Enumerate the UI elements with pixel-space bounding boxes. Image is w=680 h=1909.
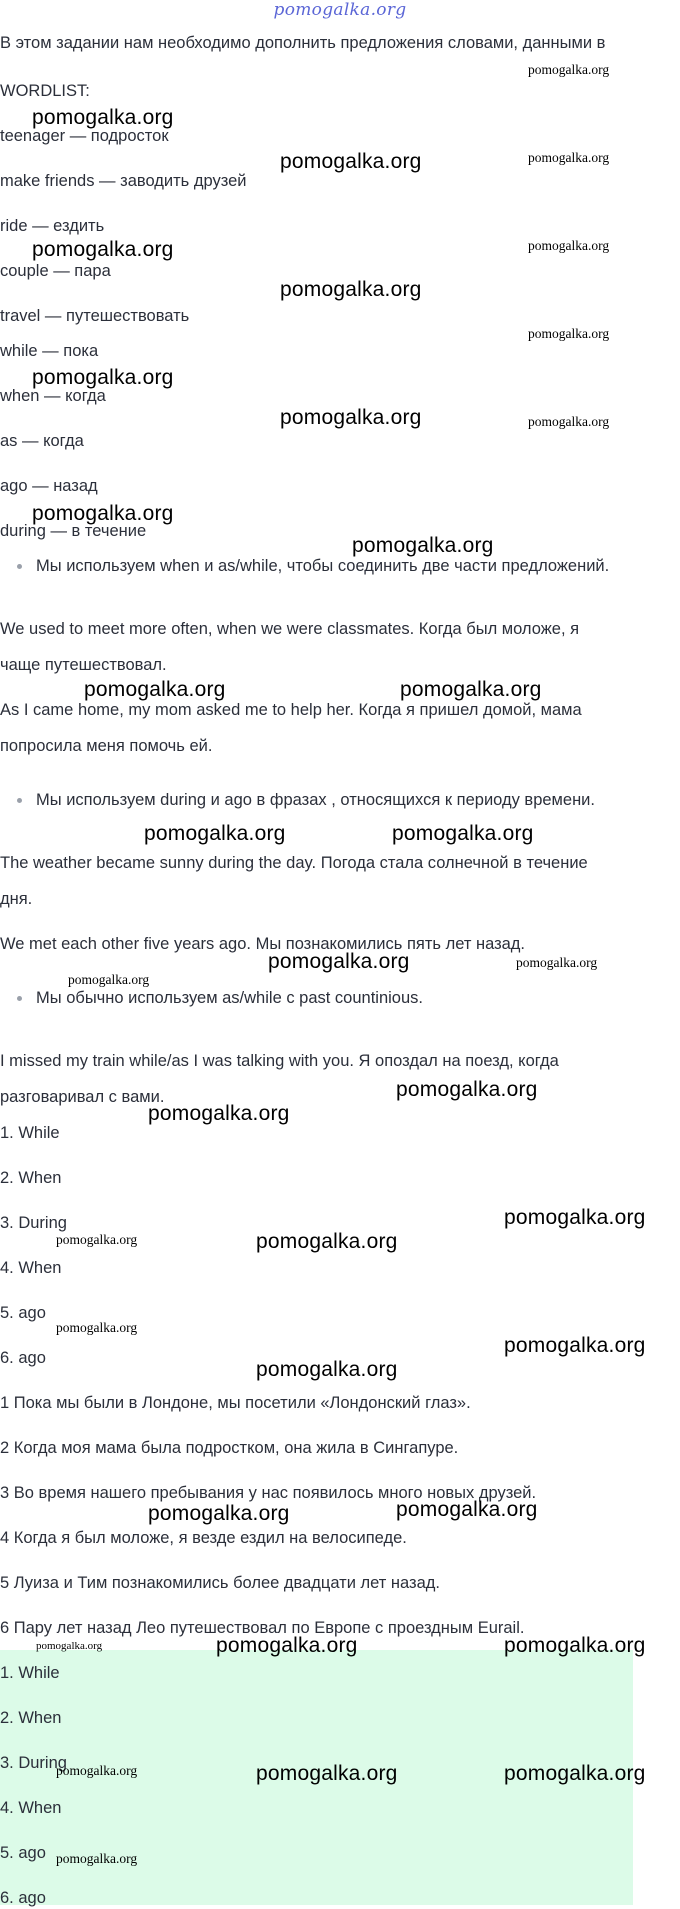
rule-bullet — [0, 789, 680, 811]
final-answer-item: 3. During — [0, 1754, 67, 1772]
watermark: pomogalka.org — [528, 238, 610, 253]
final-answer-item: 4. When — [0, 1799, 62, 1817]
example-line: I missed my train while/as I was talking with you. Я опоздал на поезд, когда — [0, 1052, 559, 1070]
answer-highlight-box — [0, 1650, 633, 1905]
wordlist-item: ride — ездить — [0, 217, 105, 235]
watermark: pomogalka.org — [216, 1634, 358, 1657]
watermark: pomogalka.org — [504, 1206, 646, 1229]
watermark: pomogalka.org — [148, 1502, 290, 1525]
wordlist-item: ago — назад — [0, 477, 98, 495]
example-line: чаще путешествовал. — [0, 656, 167, 674]
watermark: pomogalka.org — [528, 150, 610, 165]
wordlist-heading: WORDLIST: — [0, 82, 90, 100]
watermark: pomogalka.org — [56, 1320, 138, 1335]
watermark: pomogalka.org — [32, 502, 174, 525]
rule-text: Мы обычно используем as/while с past countinious. — [36, 989, 423, 1007]
answer-item: 2. When — [0, 1169, 62, 1187]
translation-line: 5 Луиза и Тим познакомились более двадцати лет назад. — [0, 1574, 440, 1592]
wordlist-item: make friends — заводить друзей — [0, 172, 247, 190]
translation-line: 1 Пока мы были в Лондоне, мы посетили «Лондонский глаз». — [0, 1394, 471, 1412]
wordlist-item: teenager — подросток — [0, 127, 169, 145]
answer-item: 4. When — [0, 1259, 62, 1277]
watermark: pomogalka.org — [504, 1762, 646, 1785]
watermark: pomogalka.org — [396, 1078, 538, 1101]
rule-bullet — [0, 987, 680, 1009]
watermark: pomogalka.org — [528, 62, 610, 77]
watermark: pomogalka.org — [280, 150, 422, 173]
watermark: pomogalka.org — [256, 1358, 398, 1381]
watermark: pomogalka.org — [392, 822, 534, 845]
answer-item: 6. ago — [0, 1349, 46, 1367]
watermark: pomogalka.org — [256, 1762, 398, 1785]
final-answer-item: 6. ago — [0, 1889, 46, 1907]
example-line: разговаривал с вами. — [0, 1088, 165, 1106]
watermark: pomogalka.org — [32, 366, 174, 389]
watermark: pomogalka.org — [56, 1232, 138, 1247]
watermark: pomogalka.org — [400, 678, 542, 701]
translation-line: 2 Когда моя мама была подростком, она жила в Сингапуре. — [0, 1439, 459, 1457]
wordlist-item: while — пока — [0, 342, 99, 360]
rule-bullet — [0, 555, 680, 577]
final-answer-item: 5. ago — [0, 1844, 46, 1862]
example-line: As I came home, my mom asked me to help her. Когда я пришел домой, мама — [0, 701, 582, 719]
watermark: pomogalka.org — [396, 1498, 538, 1521]
watermark: pomogalka.org — [68, 972, 150, 987]
watermark: pomogalka.org — [528, 326, 610, 341]
watermark: pomogalka.org — [84, 678, 226, 701]
final-answer-item: 1. While — [0, 1664, 60, 1682]
watermark: pomogalka.org — [528, 414, 610, 429]
watermark: pomogalka.org — [280, 278, 422, 301]
watermark: pomogalka.org — [504, 1634, 646, 1657]
wordlist-item: as — когда — [0, 432, 84, 450]
answer-item: 5. ago — [0, 1304, 46, 1322]
watermark: pomogalka.org — [504, 1334, 646, 1357]
translation-line: 6 Пару лет назад Лео путешествовал по Европе с проездным Eurail. — [0, 1619, 525, 1637]
watermark: pomogalka.org — [148, 1102, 290, 1125]
watermark: pomogalka.org — [352, 534, 494, 557]
intro-text: В этом задании нам необходимо дополнить предложения словами, данными в — [0, 34, 606, 52]
wordlist-item: couple — пара — [0, 262, 111, 280]
site-logo[interactable]: pomogalka.org — [273, 0, 407, 20]
final-answer-item: 2. When — [0, 1709, 62, 1727]
watermark: pomogalka.org — [256, 1230, 398, 1253]
answer-item: 3. During — [0, 1214, 67, 1232]
watermark: pomogalka.org — [56, 1763, 138, 1778]
bullet-dot-icon — [17, 996, 22, 1001]
watermark: pomogalka.org — [32, 238, 174, 261]
watermark: pomogalka.org — [36, 1640, 103, 1652]
watermark: pomogalka.org — [516, 955, 598, 970]
translation-line: 4 Когда я был моложе, я везде ездил на велосипеде. — [0, 1529, 407, 1547]
example-line: We used to meet more often, when we were classmates. Когда был моложе, я — [0, 620, 580, 638]
answer-item: 1. While — [0, 1124, 60, 1142]
translation-line: 3 Во время нашего пребывания у нас появилось много новых друзей. — [0, 1484, 537, 1502]
wordlist-item: during — в течение — [0, 522, 147, 540]
example-line: попросила меня помочь ей. — [0, 737, 213, 755]
watermark: pomogalka.org — [32, 106, 174, 129]
example-line: дня. — [0, 890, 33, 908]
bullet-dot-icon — [17, 564, 22, 569]
watermark: pomogalka.org — [144, 822, 286, 845]
wordlist-item: when — когда — [0, 387, 106, 405]
bullet-dot-icon — [17, 798, 22, 803]
example-line: We met each other five years ago. Мы познакомились пять лет назад. — [0, 935, 526, 953]
wordlist-item: travel — путешествовать — [0, 307, 190, 325]
rule-text: Мы используем during и ago в фразах , относящихся к периоду времени. — [36, 791, 595, 809]
rule-text: Мы используем when и as/while, чтобы соединить две части предложений. — [36, 557, 610, 575]
watermark: pomogalka.org — [268, 950, 410, 973]
example-line: The weather became sunny during the day. Погода стала солнечной в течение — [0, 854, 588, 872]
watermark: pomogalka.org — [56, 1851, 138, 1866]
watermark: pomogalka.org — [280, 406, 422, 429]
